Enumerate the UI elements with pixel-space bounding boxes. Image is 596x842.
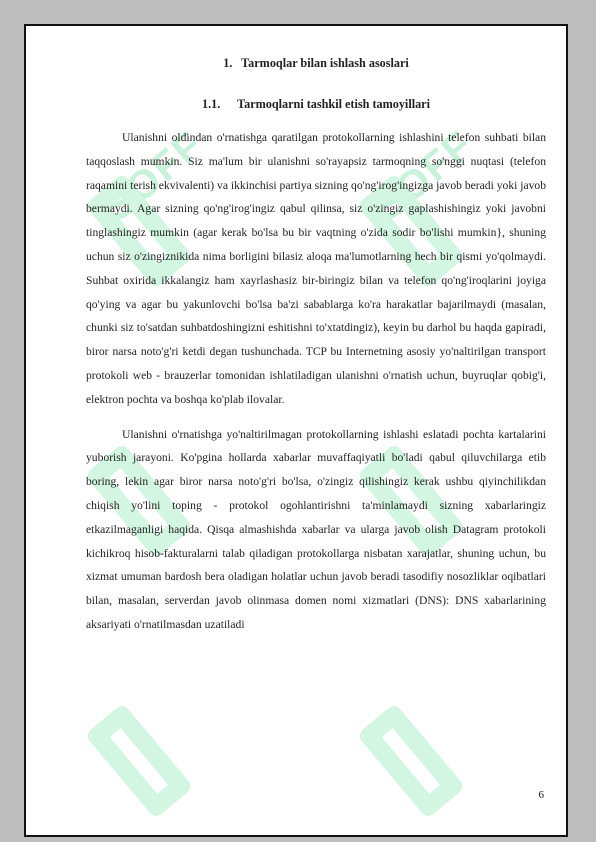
page-number: 6	[538, 789, 544, 801]
watermark-logo-shape	[356, 703, 465, 819]
section-heading	[86, 56, 546, 71]
body-paragraph: Ulanishni oldindan o'rnatishga qaratilgan protokollarning ishlashini telefon suhbati bilan taqqoslash mumkin. Siz ma'lum bir ulanishni so'rayapsiz tarmoqning so'nggi nuqtasi (telefon raqamini terish ekvivalenti) va ikkinchisi partiya sizning qo'ng'irog'ingizga javob beradi yoki javob bermaydi. Agar sizning qo'ng'irog'ingiz qabul qilinsa, siz o'zingiz gaplashishingiz yoki javobni tinglashingiz mumkin (agar kerak bo'lsa bu bir vaqtning o'zida sodir bo'lishi mumkin}, shuning uchun siz o'zingiznikida nima borligini bilasiz aloqa ma'lumotlarning hech bir qismi yo'qolmaydi. Suhbat oxirida ikkalangiz ham xayrlashasiz bir-biringiz bilan va telefon qo'ng'iroqlarini joyiga qo'ying va agar bu yakunlovchi bo'lsa ba'zi sabablarga ko'ra harakatlar bajarilmaydi (masalan, chunki siz to'satdan suhbatdoshingizni eshitishni to'xtatdingiz), keyin bu darhol bu haqda gapiradi, biror narsa noto'g'ri ketdi degan tushunchada. TCP bu Internetning asosiy yo'naltirilgan transport protokoli web - brauzerlar tomonidan ishlatiladigan ulanishni o'rnatish uchun, buyruqlar qobig'i, elektron pochta va boshqa ko'plab ilovalar.	[86, 131, 546, 406]
subsection-title: Tarmoqlarni tashkil etish tamoyillari	[237, 97, 430, 111]
document-content	[86, 56, 546, 648]
subsection-number: 1.1.	[202, 97, 221, 111]
section-number: 1.	[223, 56, 233, 70]
watermark-logo-shape	[84, 703, 193, 819]
body-paragraph: Ulanishni o'rnatishga yo'naltirilmagan protokollarning ishlashi eslatadi pochta kartalarini yuborish jarayoni. Ko'pgina hollarda xabarlar muvaffaqiyatli bo'ladi qabul qiluvchilarga etib boring, lekin agar biror narsa noto'g'ri bo'lsa, o'zingiz qilishingiz kerak ushbu qiyinchilikdan chiqish yo'lini toping - protokol ogohlantirishni ta'minlamaydi sizning xabarlaringiz etkazilmaganligi haqida. Qisqa almashishda xabarlar va ularga javob olish Datagram protokoli kichikroq hisob-fakturalarni talab qiladigan protokollarga nisbatan xarajatlar, shuning uchun, bu xizmat umuman bardosh bera oladigan holatlar uchun javob beradi tasodifiy nosozliklar oqibatlari bilan, masalan, serverdan javob olinmasa domen nomi xizmatlari (DNS): DNS xabarlarining aksariyati o'rnatilmasdan uzatiladi	[86, 427, 546, 631]
watermark-text: SOFF	[96, 122, 213, 230]
subsection-heading	[86, 97, 546, 112]
section-title: Tarmoqlar bilan ishlash asoslari	[241, 56, 409, 70]
document-page	[24, 24, 568, 837]
watermark-text: SOFF	[366, 122, 483, 230]
